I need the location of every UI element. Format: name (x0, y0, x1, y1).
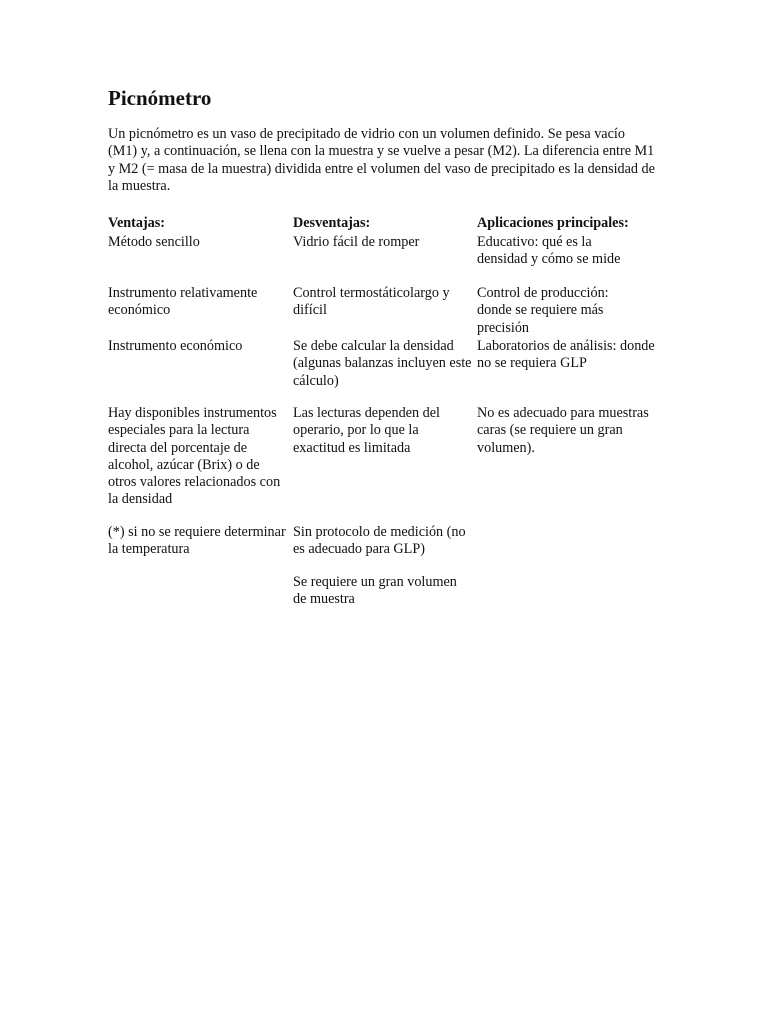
table-cell-ventaja-1: Método sencillo (108, 234, 200, 250)
table-cell-desventaja-4: Las lecturas dependen del operario, por lo que la exactitud es limitada (293, 405, 440, 456)
table-cell-aplicacion-3: Laboratorios de análisis: donde no se requiera GLP (477, 338, 655, 372)
table-cell-ventaja-4: Hay disponibles instrumentos especiales para la lectura directa del porcentaje de alcohol, azúcar (Brix) o de otros valores relacionados con la densidad (108, 405, 281, 508)
table-cell-desventaja-1: Vidrio fácil de romper (293, 234, 420, 250)
header-desventajas: Desventajas: (293, 215, 371, 231)
table-cell-desventaja-6: Se requiere un gran volumen de muestra (293, 574, 457, 608)
table-cell-desventaja-2: Control termostáticolargo y difícil (293, 285, 450, 319)
table-cell-aplicacion-2: Control de producción: donde se requiere más precisión (477, 285, 609, 336)
table-cell-ventaja-2: Instrumento relativamente económico (108, 285, 258, 319)
intro-paragraph: Un picnómetro es un vaso de precipitado de vidrio con un volumen definido. Se pesa vacío (M1) y, a continuación, se llena con la muestra y se vuelve a pesar (M2). La diferencia entre M1 y M2 (= masa de la muestra) dividida entre el volumen del vaso de precipitado es la densidad de la muestra. (108, 126, 655, 194)
table-cell-aplicacion-1: Educativo: qué es la densidad y cómo se mide (477, 234, 621, 268)
table-cell-desventaja-5: Sin protocolo de medición (no es adecuado para GLP) (293, 524, 466, 558)
table-cell-ventaja-3: Instrumento económico (108, 338, 243, 354)
page-title: Picnómetro (108, 86, 212, 110)
table-cell-desventaja-3: Se debe calcular la densidad (algunas balanzas incluyen este cálculo) (293, 338, 472, 389)
table-cell-ventaja-5: (*) si no se requiere determinar la temperatura (108, 524, 286, 558)
header-ventajas: Ventajas: (108, 215, 166, 231)
header-aplicaciones: Aplicaciones principales: (477, 215, 629, 231)
table-cell-aplicacion-4: No es adecuado para muestras caras (se requiere un gran volumen). (477, 405, 649, 456)
